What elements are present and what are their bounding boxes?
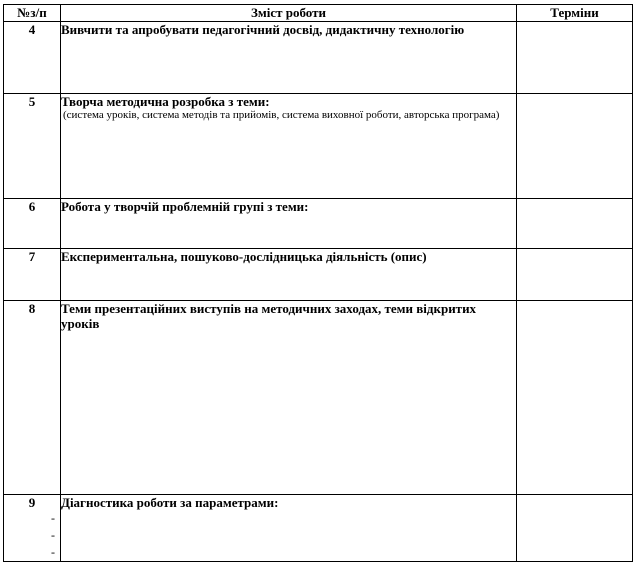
row-content (61, 94, 517, 199)
table-row (4, 22, 633, 94)
row-title: Вивчити та апробувати педагогічний досвід, дидактичну технологію (61, 22, 465, 37)
list-item: - (51, 511, 55, 525)
row-number: 8 (4, 301, 61, 495)
row-number: 6 (4, 199, 61, 249)
row-content (61, 249, 517, 301)
list-item: - (51, 545, 55, 559)
table-row (4, 94, 633, 199)
header-terms: Терміни (517, 5, 633, 22)
list-item: - (51, 528, 55, 542)
row-title: Творча методична розробка з теми: (61, 94, 270, 109)
row-title: Діагностика роботи за параметрами: (61, 495, 279, 510)
row-number: 5 (4, 94, 61, 199)
table-row (4, 495, 633, 562)
row-number: 4 (4, 22, 61, 94)
row-content (61, 22, 517, 94)
table-row (4, 199, 633, 249)
row-terms-cell (517, 495, 633, 562)
row-terms-cell (517, 249, 633, 301)
row-number: 7 (4, 249, 61, 301)
row-terms-cell (517, 301, 633, 495)
row-content (51, 495, 517, 562)
row-terms-cell (517, 94, 633, 199)
row-note: (система уроків, система методів та прийомів, система виховної роботи, авторська програма) (63, 109, 500, 121)
row-terms-cell (517, 199, 633, 249)
row-terms-cell (517, 22, 633, 94)
header-number: №з/п (4, 5, 61, 22)
row-title: Експериментальна, пошуково-дослідницька діяльність (опис) (61, 249, 427, 264)
table-row (4, 249, 633, 301)
row-title: Теми презентаційних виступів на методичних заходах, теми відкритих уроків (61, 301, 477, 331)
row-content (61, 199, 517, 249)
table-row (4, 301, 633, 495)
table-header-row (4, 5, 633, 22)
work-plan-table (3, 4, 633, 562)
row-content (61, 301, 517, 495)
row-number: 9 (4, 495, 61, 562)
row-title: Робота у творчій проблемній групі з теми: (61, 199, 309, 214)
header-content: Зміст роботи (61, 5, 517, 22)
